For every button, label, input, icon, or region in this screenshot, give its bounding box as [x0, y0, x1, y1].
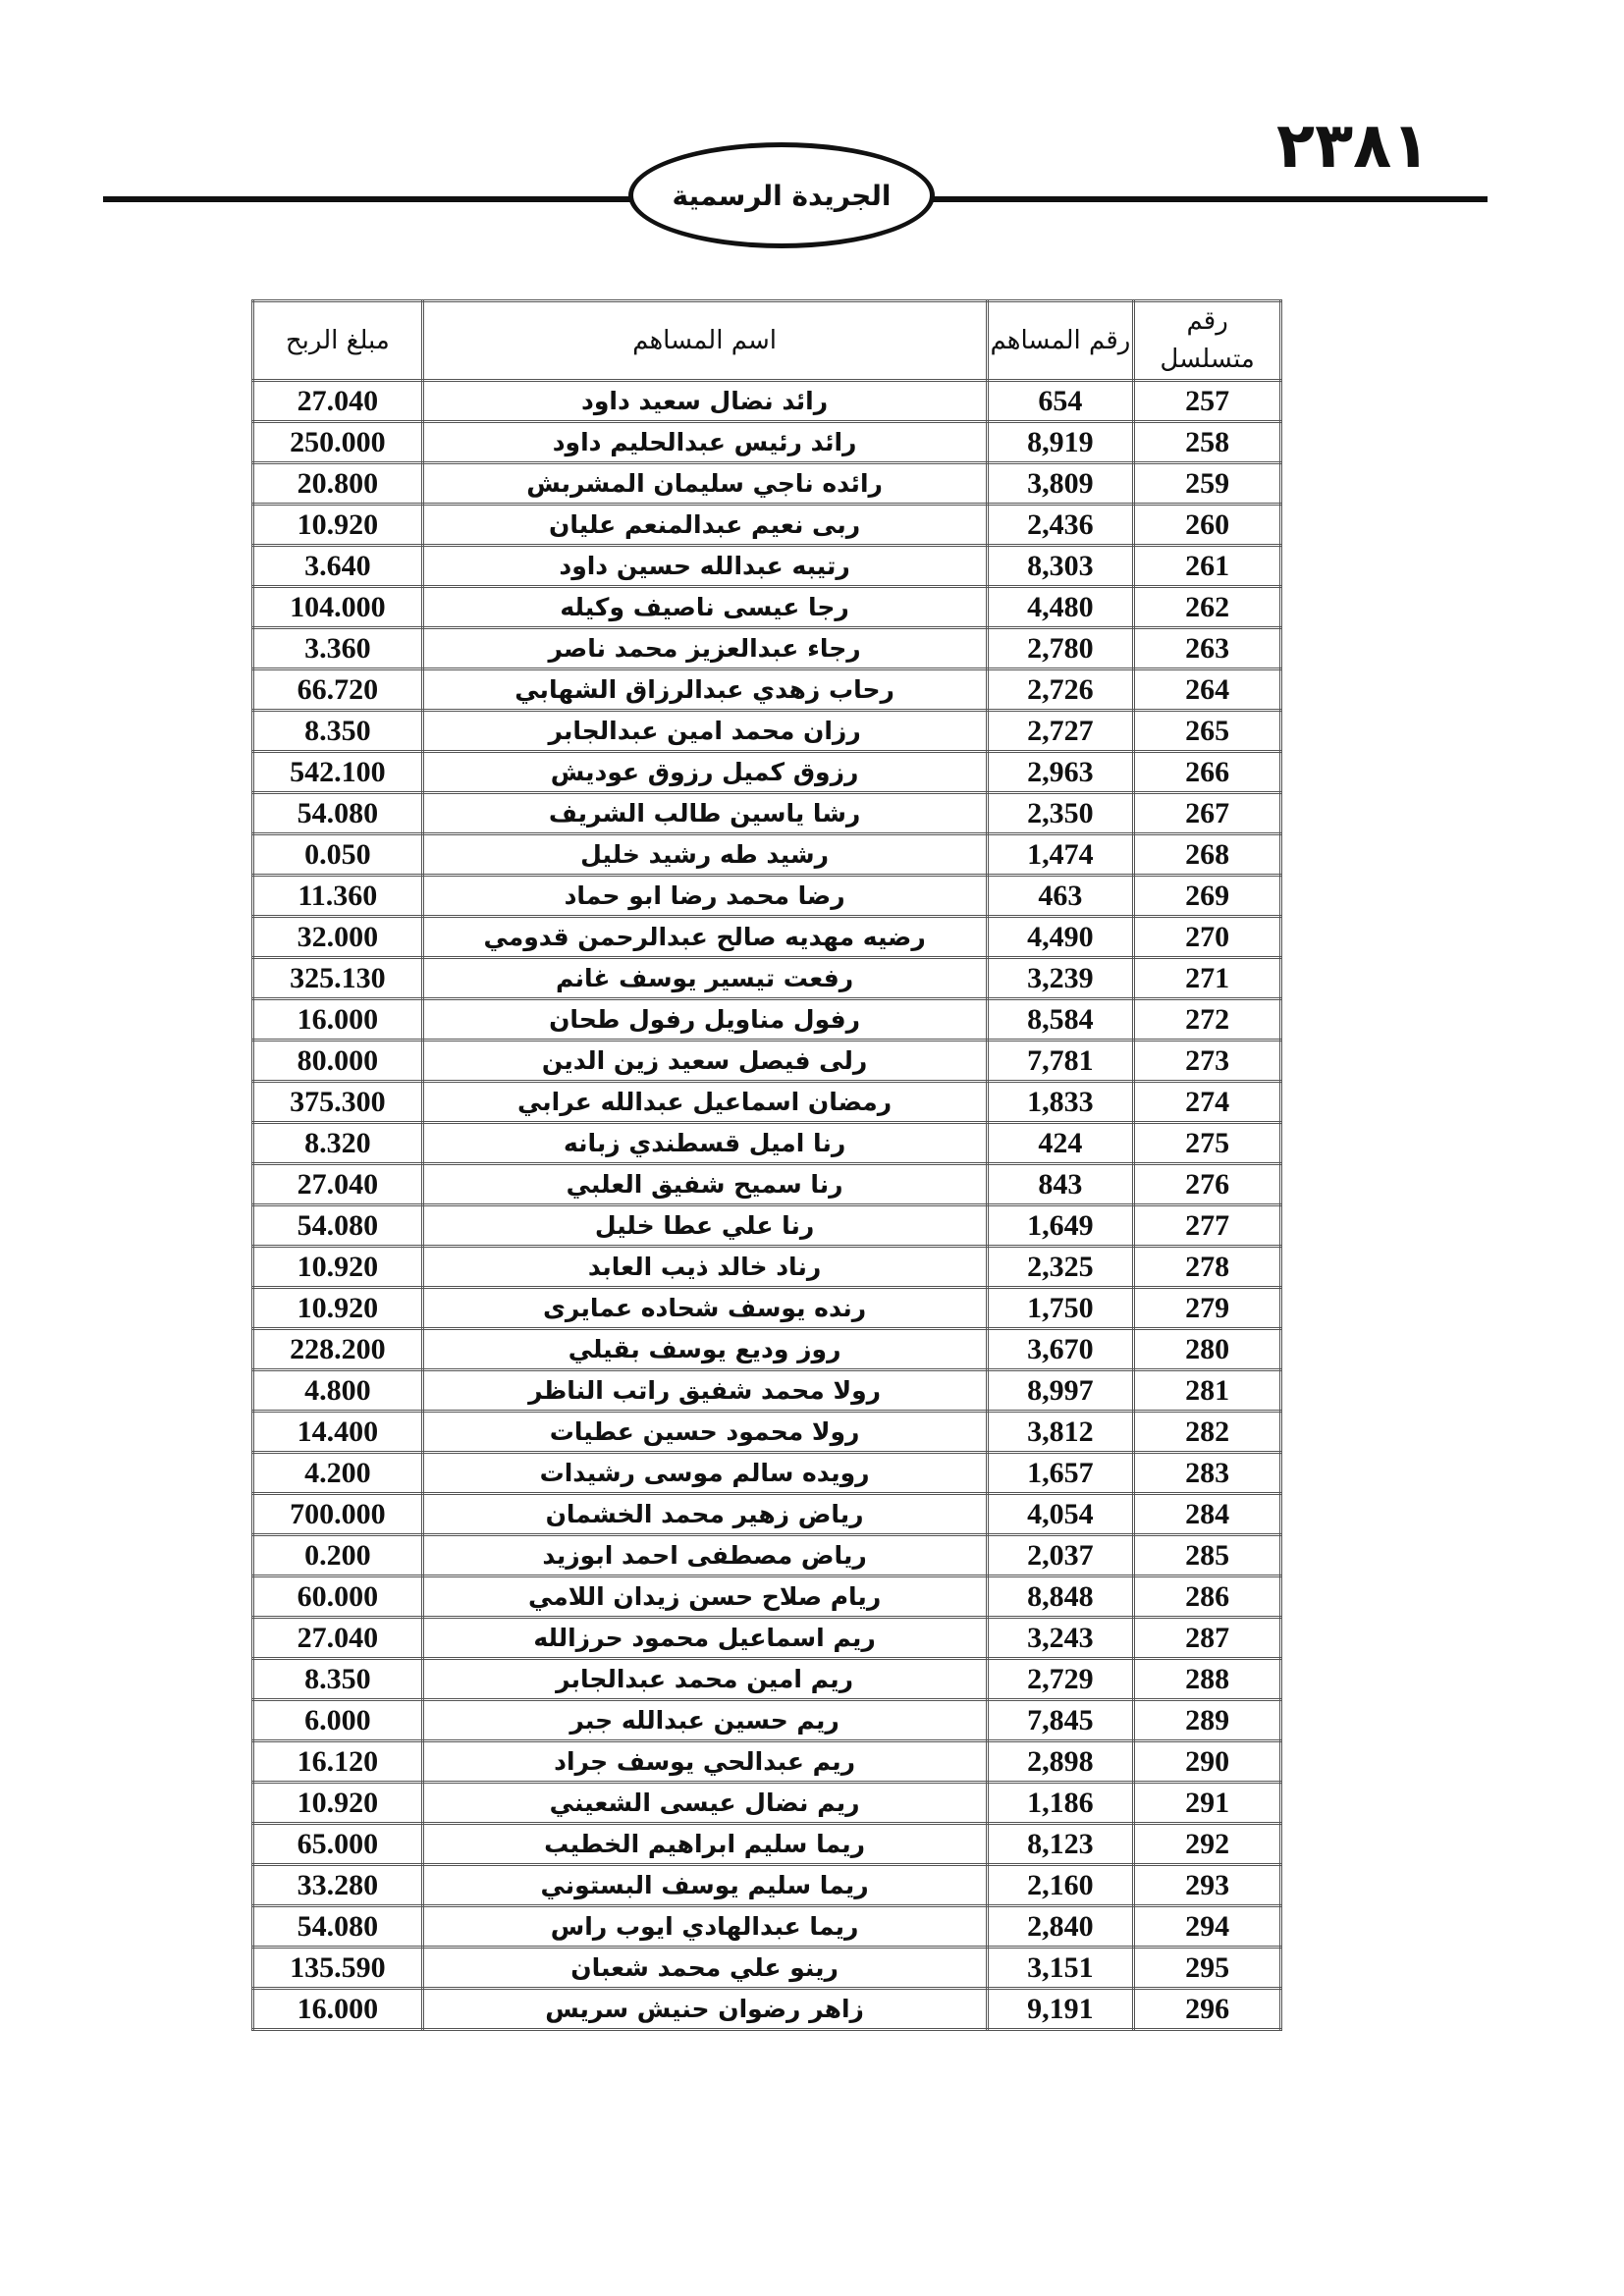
- cell-shareholder-no: 7,845: [987, 1700, 1134, 1741]
- cell-serial: 286: [1134, 1576, 1281, 1618]
- cell-shareholder-no: 2,350: [987, 793, 1134, 834]
- table-row: [253, 1948, 1281, 1989]
- cell-name: رولا محمد شفيق راتب الناظر: [422, 1370, 987, 1412]
- column-header-shareholder-no: رقم المساهم: [987, 301, 1134, 381]
- table-row: [253, 1041, 1281, 1082]
- table-row: [253, 793, 1281, 834]
- cell-profit: 14.400: [253, 1412, 423, 1453]
- cell-name: رولا محمود حسين عطيات: [422, 1412, 987, 1453]
- cell-name: رشيد طه رشيد خليل: [422, 834, 987, 876]
- cell-shareholder-no: 654: [987, 381, 1134, 422]
- cell-profit: 3.640: [253, 546, 423, 587]
- table-header-row: [253, 301, 1281, 381]
- cell-name: رينو علي محمد شعبان: [422, 1948, 987, 1989]
- cell-name: ريم عبدالحي يوسف جراد: [422, 1741, 987, 1783]
- cell-serial: 274: [1134, 1082, 1281, 1123]
- cell-name: رياض زهير محمد الخشمان: [422, 1494, 987, 1535]
- table-row: [253, 1906, 1281, 1948]
- cell-serial: 296: [1134, 1989, 1281, 2030]
- cell-shareholder-no: 1,186: [987, 1783, 1134, 1824]
- table-row: [253, 546, 1281, 587]
- column-header-profit: مبلغ الربح: [253, 301, 423, 381]
- cell-profit: 80.000: [253, 1041, 423, 1082]
- cell-shareholder-no: 4,480: [987, 587, 1134, 628]
- cell-profit: 10.920: [253, 1247, 423, 1288]
- table-row: [253, 1659, 1281, 1700]
- table-row: [253, 1824, 1281, 1865]
- cell-name: ريم حسين عبدالله جبر: [422, 1700, 987, 1741]
- cell-serial: 292: [1134, 1824, 1281, 1865]
- cell-profit: 10.920: [253, 1288, 423, 1329]
- cell-profit: 4.800: [253, 1370, 423, 1412]
- cell-serial: 281: [1134, 1370, 1281, 1412]
- cell-shareholder-no: 2,898: [987, 1741, 1134, 1783]
- cell-profit: 54.080: [253, 1906, 423, 1948]
- cell-serial: 295: [1134, 1948, 1281, 1989]
- cell-name: رزوق كميل رزوق عوديش: [422, 752, 987, 793]
- cell-serial: 269: [1134, 876, 1281, 917]
- table-row: [253, 1123, 1281, 1164]
- cell-serial: 267: [1134, 793, 1281, 834]
- table-row: [253, 1329, 1281, 1370]
- table-row: [253, 1247, 1281, 1288]
- cell-serial: 259: [1134, 463, 1281, 505]
- cell-profit: 11.360: [253, 876, 423, 917]
- cell-shareholder-no: 2,436: [987, 505, 1134, 546]
- cell-serial: 271: [1134, 958, 1281, 999]
- cell-serial: 272: [1134, 999, 1281, 1041]
- page-number: ٢٣٨١: [1276, 110, 1431, 183]
- cell-serial: 265: [1134, 711, 1281, 752]
- cell-serial: 261: [1134, 546, 1281, 587]
- table-row: [253, 505, 1281, 546]
- table-row: [253, 1535, 1281, 1576]
- table-row: [253, 834, 1281, 876]
- cell-serial: 257: [1134, 381, 1281, 422]
- cell-name: رياض مصطفى احمد ابوزيد: [422, 1535, 987, 1576]
- cell-profit: 0.200: [253, 1535, 423, 1576]
- table-row: [253, 1989, 1281, 2030]
- cell-shareholder-no: 463: [987, 876, 1134, 917]
- cell-shareholder-no: 8,123: [987, 1824, 1134, 1865]
- cell-shareholder-no: 8,997: [987, 1370, 1134, 1412]
- cell-serial: 276: [1134, 1164, 1281, 1205]
- cell-shareholder-no: 2,780: [987, 628, 1134, 669]
- cell-name: ريم امين محمد عبدالجابر: [422, 1659, 987, 1700]
- cell-name: ريما عبدالهادي ايوب راس: [422, 1906, 987, 1948]
- table-row: [253, 463, 1281, 505]
- cell-shareholder-no: 1,649: [987, 1205, 1134, 1247]
- cell-name: رضيه مهديه صالح عبدالرحمن قدومي: [422, 917, 987, 958]
- cell-profit: 0.050: [253, 834, 423, 876]
- cell-profit: 10.920: [253, 1783, 423, 1824]
- table-row: [253, 1741, 1281, 1783]
- table-row: [253, 1205, 1281, 1247]
- cell-profit: 60.000: [253, 1576, 423, 1618]
- cell-name: رنا سميح شفيق العلبي: [422, 1164, 987, 1205]
- cell-name: ريم نضال عيسى الشعيني: [422, 1783, 987, 1824]
- cell-name: رجا عيسى ناصيف وكيله: [422, 587, 987, 628]
- cell-shareholder-no: 843: [987, 1164, 1134, 1205]
- cell-shareholder-no: 2,726: [987, 669, 1134, 711]
- cell-profit: 20.800: [253, 463, 423, 505]
- cell-serial: 288: [1134, 1659, 1281, 1700]
- cell-serial: 294: [1134, 1906, 1281, 1948]
- table-row: [253, 1082, 1281, 1123]
- cell-serial: 283: [1134, 1453, 1281, 1494]
- table-row: [253, 1370, 1281, 1412]
- cell-name: رزان محمد امين عبدالجابر: [422, 711, 987, 752]
- table-row: [253, 752, 1281, 793]
- cell-profit: 54.080: [253, 793, 423, 834]
- cell-name: رائده ناجي سليمان المشربش: [422, 463, 987, 505]
- cell-profit: 250.000: [253, 422, 423, 463]
- cell-profit: 4.200: [253, 1453, 423, 1494]
- cell-shareholder-no: 1,750: [987, 1288, 1134, 1329]
- cell-serial: 268: [1134, 834, 1281, 876]
- cell-serial: 291: [1134, 1783, 1281, 1824]
- cell-name: ريما سليم ابراهيم الخطيب: [422, 1824, 987, 1865]
- cell-name: ريم اسماعيل محمود حرزالله: [422, 1618, 987, 1659]
- cell-serial: 266: [1134, 752, 1281, 793]
- table-row: [253, 1412, 1281, 1453]
- cell-profit: 700.000: [253, 1494, 423, 1535]
- cell-name: رائد نضال سعيد داود: [422, 381, 987, 422]
- cell-profit: 10.920: [253, 505, 423, 546]
- cell-serial: 278: [1134, 1247, 1281, 1288]
- cell-serial: 287: [1134, 1618, 1281, 1659]
- table-row: [253, 381, 1281, 422]
- cell-shareholder-no: 2,325: [987, 1247, 1134, 1288]
- cell-serial: 264: [1134, 669, 1281, 711]
- cell-name: رنا علي عطا خليل: [422, 1205, 987, 1247]
- cell-profit: 542.100: [253, 752, 423, 793]
- cell-name: رفول مناويل رفول طحان: [422, 999, 987, 1041]
- cell-shareholder-no: 2,037: [987, 1535, 1134, 1576]
- cell-profit: 27.040: [253, 1164, 423, 1205]
- cell-shareholder-no: 2,963: [987, 752, 1134, 793]
- cell-serial: 290: [1134, 1741, 1281, 1783]
- column-header-name: اسم المساهم: [422, 301, 987, 381]
- table-row: [253, 1576, 1281, 1618]
- cell-serial: 289: [1134, 1700, 1281, 1741]
- cell-name: رحاب زهدي عبدالرزاق الشهابي: [422, 669, 987, 711]
- cell-shareholder-no: 9,191: [987, 1989, 1134, 2030]
- cell-serial: 262: [1134, 587, 1281, 628]
- cell-shareholder-no: 4,490: [987, 917, 1134, 958]
- cell-serial: 260: [1134, 505, 1281, 546]
- table-row: [253, 587, 1281, 628]
- cell-name: رائد رئيس عبدالحليم داود: [422, 422, 987, 463]
- cell-shareholder-no: 3,670: [987, 1329, 1134, 1370]
- cell-shareholder-no: 2,727: [987, 711, 1134, 752]
- cell-serial: 285: [1134, 1535, 1281, 1576]
- cell-profit: 27.040: [253, 381, 423, 422]
- cell-profit: 33.280: [253, 1865, 423, 1906]
- cell-serial: 279: [1134, 1288, 1281, 1329]
- cell-name: رشا ياسين طالب الشريف: [422, 793, 987, 834]
- publication-title: الجريدة الرسمية: [672, 179, 892, 212]
- cell-profit: 65.000: [253, 1824, 423, 1865]
- cell-serial: 280: [1134, 1329, 1281, 1370]
- cell-profit: 8.350: [253, 1659, 423, 1700]
- cell-shareholder-no: 8,303: [987, 546, 1134, 587]
- table-row: [253, 1700, 1281, 1741]
- cell-profit: 135.590: [253, 1948, 423, 1989]
- cell-name: رويده سالم موسى رشيدات: [422, 1453, 987, 1494]
- cell-profit: 325.130: [253, 958, 423, 999]
- cell-profit: 54.080: [253, 1205, 423, 1247]
- cell-profit: 27.040: [253, 1618, 423, 1659]
- cell-name: رنا اميل قسطندي زبانه: [422, 1123, 987, 1164]
- cell-shareholder-no: 8,919: [987, 422, 1134, 463]
- cell-name: زاهر رضوان حنيش سريس: [422, 1989, 987, 2030]
- cell-profit: 16.000: [253, 1989, 423, 2030]
- cell-name: ربى نعيم عبدالمنعم عليان: [422, 505, 987, 546]
- cell-shareholder-no: 424: [987, 1123, 1134, 1164]
- cell-shareholder-no: 2,840: [987, 1906, 1134, 1948]
- cell-serial: 293: [1134, 1865, 1281, 1906]
- cell-serial: 277: [1134, 1205, 1281, 1247]
- shareholders-table: [251, 299, 1282, 2031]
- cell-profit: 6.000: [253, 1700, 423, 1741]
- table-row: [253, 628, 1281, 669]
- cell-serial: 270: [1134, 917, 1281, 958]
- cell-name: رنده يوسف شحاده عمايرى: [422, 1288, 987, 1329]
- table-row: [253, 669, 1281, 711]
- table-row: [253, 422, 1281, 463]
- table-row: [253, 999, 1281, 1041]
- cell-name: رمضان اسماعيل عبدالله عرابي: [422, 1082, 987, 1123]
- cell-name: رضا محمد رضا ابو حماد: [422, 876, 987, 917]
- table-row: [253, 917, 1281, 958]
- cell-name: ريام صلاح حسن زيدان اللامي: [422, 1576, 987, 1618]
- cell-shareholder-no: 3,809: [987, 463, 1134, 505]
- table-row: [253, 1865, 1281, 1906]
- cell-profit: 66.720: [253, 669, 423, 711]
- table-row: [253, 958, 1281, 999]
- cell-shareholder-no: 8,584: [987, 999, 1134, 1041]
- masthead-ellipse: [628, 142, 935, 248]
- cell-name: رجاء عبدالعزيز محمد ناصر: [422, 628, 987, 669]
- table-row: [253, 711, 1281, 752]
- cell-shareholder-no: 2,729: [987, 1659, 1134, 1700]
- table-row: [253, 1288, 1281, 1329]
- table-row: [253, 876, 1281, 917]
- cell-serial: 282: [1134, 1412, 1281, 1453]
- cell-name: ريما سليم يوسف البستوني: [422, 1865, 987, 1906]
- cell-shareholder-no: 8,848: [987, 1576, 1134, 1618]
- cell-serial: 263: [1134, 628, 1281, 669]
- table-row: [253, 1618, 1281, 1659]
- cell-name: رناد خالد ذيب العابد: [422, 1247, 987, 1288]
- cell-profit: 228.200: [253, 1329, 423, 1370]
- cell-serial: 284: [1134, 1494, 1281, 1535]
- cell-profit: 16.120: [253, 1741, 423, 1783]
- cell-name: روز وديع يوسف بقيلي: [422, 1329, 987, 1370]
- table-row: [253, 1783, 1281, 1824]
- cell-name: رتيبه عبدالله حسين داود: [422, 546, 987, 587]
- cell-shareholder-no: 1,474: [987, 834, 1134, 876]
- column-header-serial: رقم متسلسل: [1134, 301, 1281, 381]
- cell-profit: 16.000: [253, 999, 423, 1041]
- cell-shareholder-no: 3,239: [987, 958, 1134, 999]
- table-row: [253, 1164, 1281, 1205]
- cell-name: رلى فيصل سعيد زين الدين: [422, 1041, 987, 1082]
- cell-profit: 3.360: [253, 628, 423, 669]
- table-row: [253, 1494, 1281, 1535]
- cell-serial: 275: [1134, 1123, 1281, 1164]
- table-row: [253, 1453, 1281, 1494]
- cell-profit: 104.000: [253, 587, 423, 628]
- cell-profit: 32.000: [253, 917, 423, 958]
- cell-shareholder-no: 4,054: [987, 1494, 1134, 1535]
- cell-shareholder-no: 3,243: [987, 1618, 1134, 1659]
- cell-profit: 8.320: [253, 1123, 423, 1164]
- cell-shareholder-no: 1,833: [987, 1082, 1134, 1123]
- cell-profit: 375.300: [253, 1082, 423, 1123]
- cell-profit: 8.350: [253, 711, 423, 752]
- cell-shareholder-no: 2,160: [987, 1865, 1134, 1906]
- cell-shareholder-no: 3,151: [987, 1948, 1134, 1989]
- cell-shareholder-no: 7,781: [987, 1041, 1134, 1082]
- cell-serial: 273: [1134, 1041, 1281, 1082]
- cell-name: رفعت تيسير يوسف غانم: [422, 958, 987, 999]
- cell-shareholder-no: 1,657: [987, 1453, 1134, 1494]
- cell-serial: 258: [1134, 422, 1281, 463]
- cell-shareholder-no: 3,812: [987, 1412, 1134, 1453]
